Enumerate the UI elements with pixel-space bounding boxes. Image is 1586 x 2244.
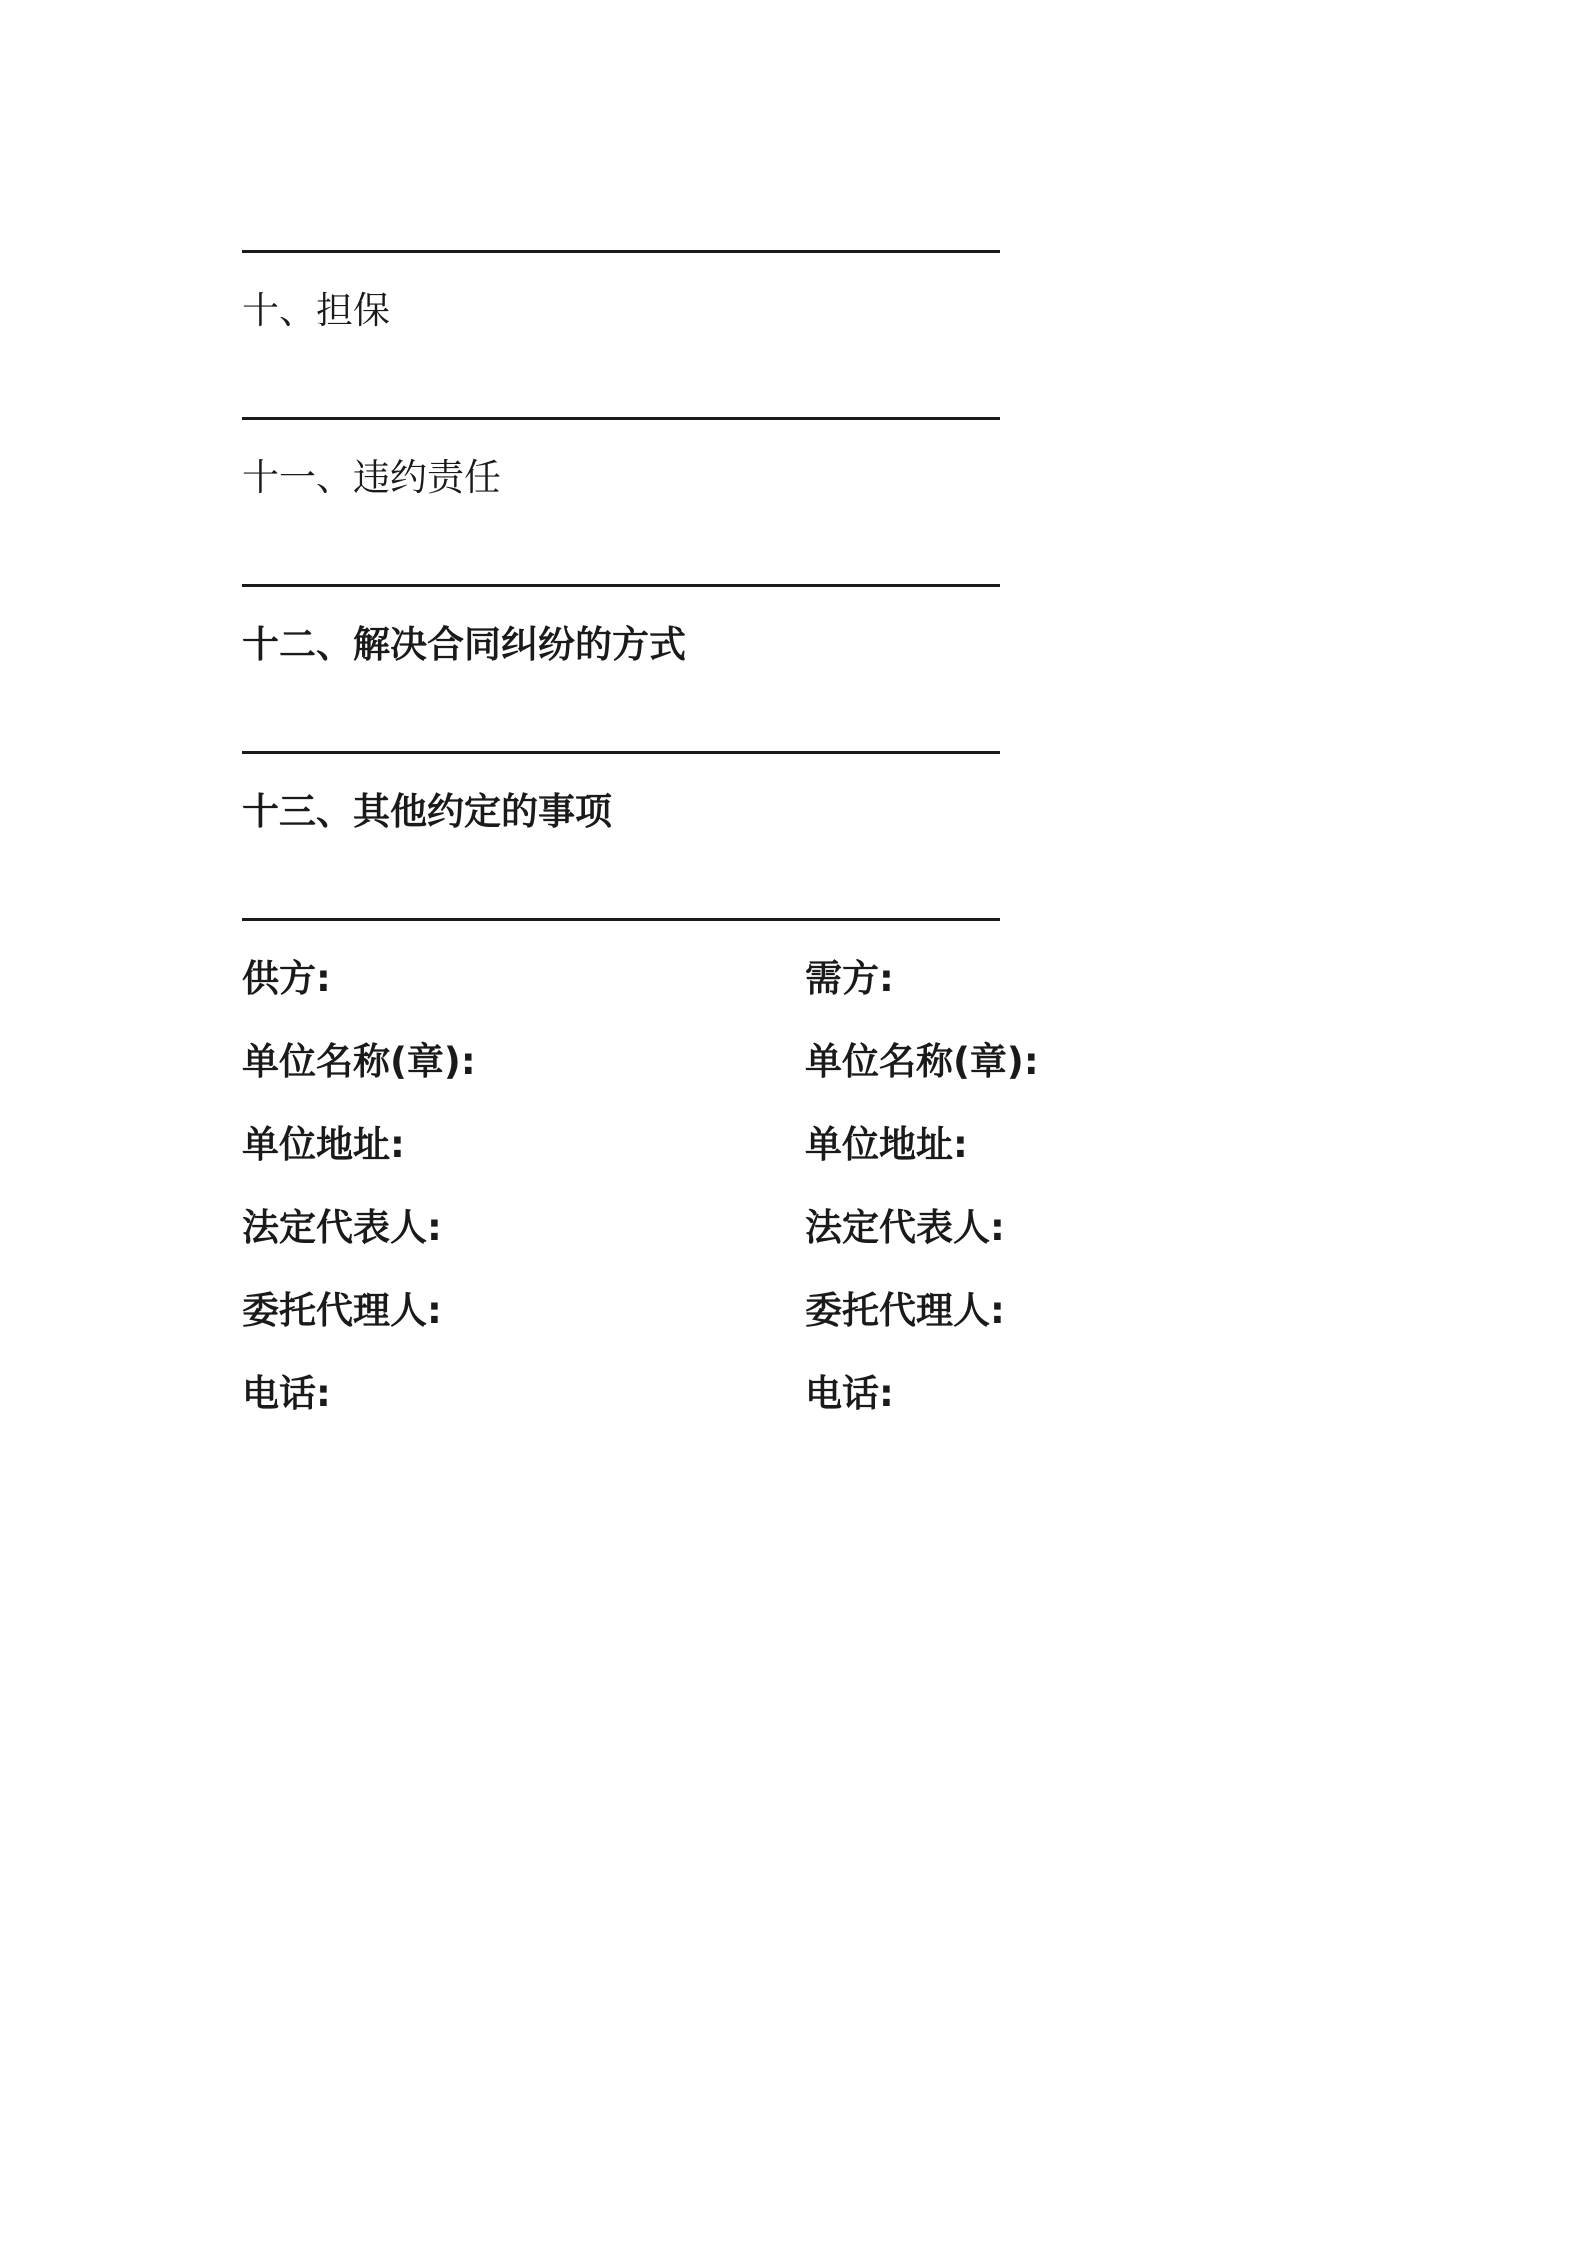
section-heading-other-matters: 十三、其他约定的事项: [242, 790, 612, 833]
blank-line-1[interactable]: [242, 250, 1000, 253]
blank-line-5[interactable]: [242, 918, 1000, 921]
supplier-agent-label: 委托代理人:: [242, 1289, 442, 1332]
buyer-party-label: 需方:: [805, 957, 894, 1000]
buyer-unit-name-label: 单位名称(章):: [805, 1040, 1039, 1083]
buyer-legal-rep-label: 法定代表人:: [805, 1206, 1005, 1249]
blank-line-2[interactable]: [242, 417, 1000, 420]
supplier-phone-label: 电话:: [242, 1372, 331, 1415]
buyer-agent-label: 委托代理人:: [805, 1289, 1005, 1332]
supplier-unit-name-label: 单位名称(章):: [242, 1040, 476, 1083]
section-heading-liability: 十一、违约责任: [242, 456, 501, 499]
section-heading-guarantee: 十、担保: [242, 289, 390, 332]
supplier-legal-rep-label: 法定代表人:: [242, 1206, 442, 1249]
supplier-address-label: 单位地址:: [242, 1123, 405, 1166]
section-heading-dispute-resolution: 十二、解决合同纠纷的方式: [242, 623, 686, 666]
buyer-address-label: 单位地址:: [805, 1123, 968, 1166]
buyer-phone-label: 电话:: [805, 1372, 894, 1415]
blank-line-3[interactable]: [242, 584, 1000, 587]
blank-line-4[interactable]: [242, 751, 1000, 754]
supplier-party-label: 供方:: [242, 957, 331, 1000]
